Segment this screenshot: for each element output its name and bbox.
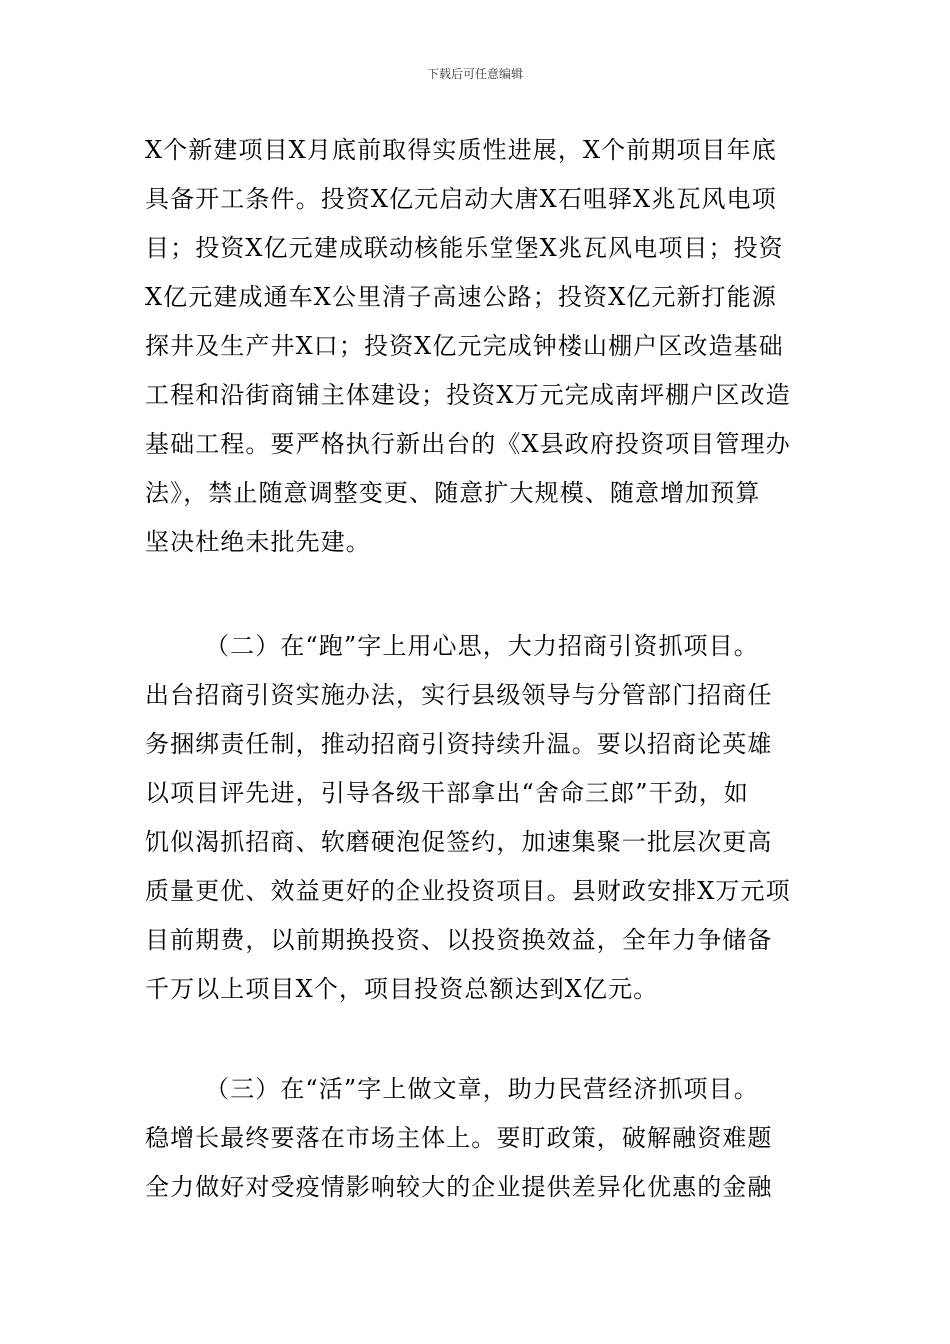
paragraph-investment-attraction [145, 622, 810, 1014]
text-line: 坚决杜绝未批先建。 [145, 528, 371, 556]
text-line: 工程和沿街商铺主体建设；投资X万元完成南坪棚户区改造 [145, 381, 791, 409]
text-line: 质量更优、效益更好的企业投资项目。县财政安排X万元项 [145, 877, 791, 905]
paragraph-private-economy [145, 1065, 810, 1212]
text-line: 饥似渴抓招商、软磨硬泡促签约，加速集聚一批层次更高 [145, 828, 773, 856]
text-line: 全力做好对受疫情影响较大的企业提供差异化优惠的金融 [145, 1173, 773, 1201]
text-line: 千万以上项目X个，项目投资总额达到X亿元。 [145, 975, 659, 1003]
text-line: 务捆绑责任制，推动招商引资持续升温。要以招商论英雄 [145, 730, 773, 758]
text-line: 法》，禁止随意调整变更、随意扩大规模、随意增加预算 [145, 479, 761, 507]
text-line: X个新建项目X月底前取得实质性进展，X个前期项目年底 [145, 136, 777, 164]
text-line: 目前期费，以前期换投资、以投资换效益，全年力争储备 [145, 926, 773, 954]
text-line: 目；投资X亿元建成联动核能乐堂堡X兆瓦风电项目；投资 [145, 234, 784, 262]
text-line: X亿元建成通车X公里清子高速公路；投资X亿元新打能源 [145, 283, 777, 311]
section-heading-line: （三）在“活”字上做文章，助力民营经济抓项目。 [205, 1075, 759, 1103]
paragraph-project-investment [145, 126, 810, 567]
page-header: 下载后可任意编辑 [426, 67, 523, 81]
section-heading-line: （二）在“跑”字上用心思，大力招商引资抓项目。 [205, 632, 759, 660]
text-line: 基础工程。要严格执行新出台的《X县政府投资项目管理办 [145, 430, 791, 458]
text-line: 探井及生产井X口；投资X亿元完成钟楼山棚户区改造基础 [145, 332, 784, 360]
text-line: 稳增长最终要落在市场主体上。要盯政策，破解融资难题 [145, 1124, 773, 1152]
text-line: 出台招商引资实施办法，实行县级领导与分管部门招商任 [145, 681, 773, 709]
text-line: 具备开工条件。投资X亿元启动大唐X石咀驿X兆瓦风电项 [145, 185, 777, 213]
text-line: 以项目评先进，引导各级干部拿出“舍命三郎”干劲，如 [145, 779, 750, 807]
